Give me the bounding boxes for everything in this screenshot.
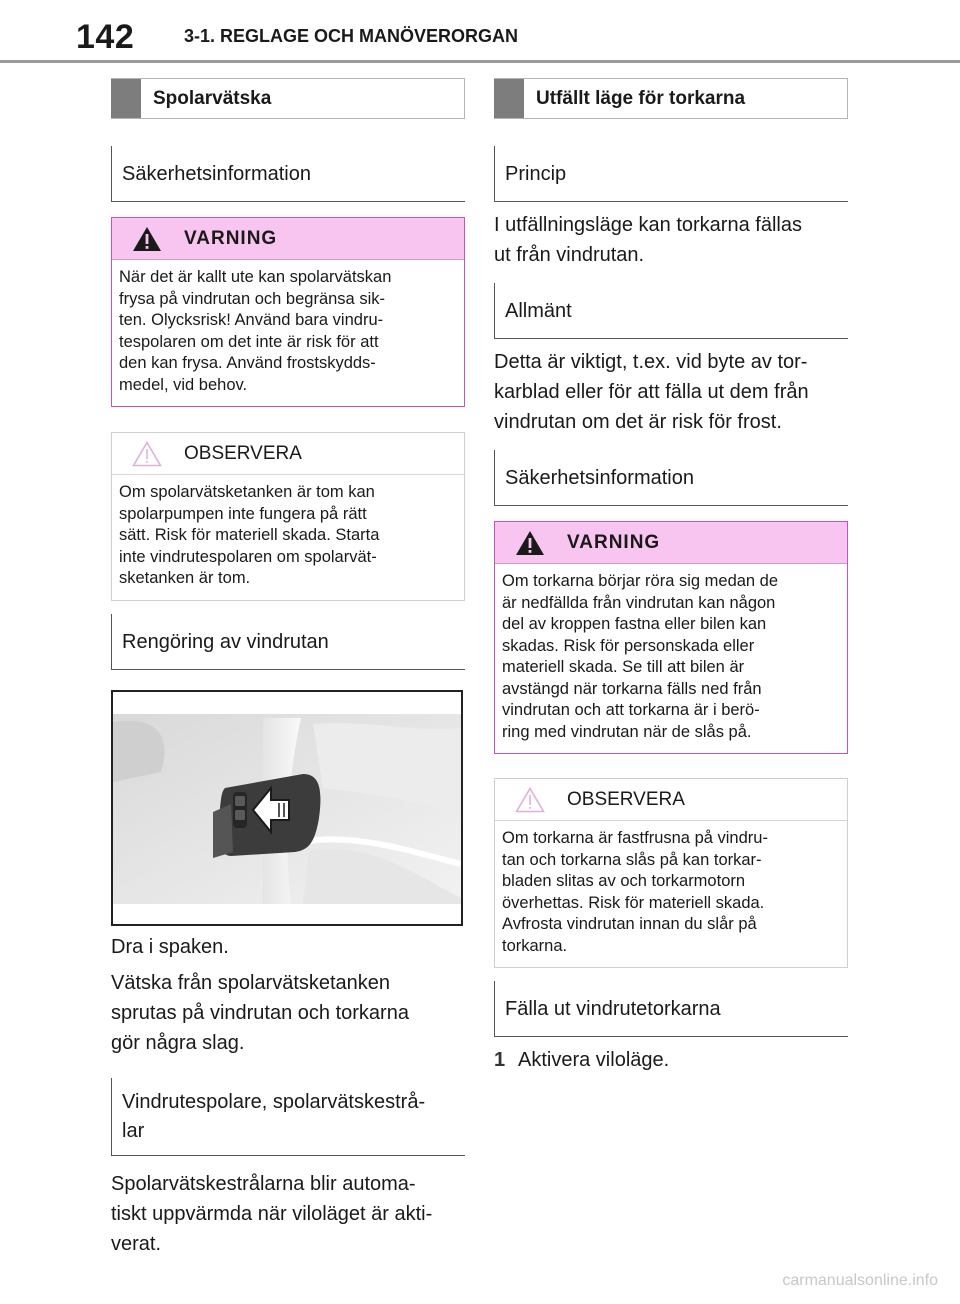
page-header bbox=[0, 0, 960, 62]
text-line: vindrutan om det är risk för frost. bbox=[494, 411, 782, 433]
warning-box bbox=[111, 217, 465, 407]
warning-line: vindrutan och att torkarna är i berö- bbox=[502, 701, 760, 719]
notice-line: sätt. Risk för materiell skada. Starta bbox=[119, 526, 380, 544]
heading-line: lar bbox=[122, 1119, 145, 1142]
warning-line: den kan frysa. Använd frostskydds- bbox=[119, 354, 376, 372]
warning-triangle-icon bbox=[515, 530, 545, 556]
right-column bbox=[494, 78, 848, 1075]
text-line: I utfällningsläge kan torkarna fällas bbox=[494, 214, 802, 236]
page-number: 142 bbox=[76, 18, 135, 56]
notice-title: OBSERVERA bbox=[567, 788, 685, 810]
warning-line: materiell skada. Se till att bilen är bbox=[502, 658, 745, 676]
notice-line: tan och torkarna slås på kan torkar- bbox=[502, 850, 762, 869]
warning-box-header bbox=[112, 218, 464, 259]
notice-line: Om torkarna är fastfrusna på vindru- bbox=[502, 829, 768, 847]
text-line: verat. bbox=[111, 1232, 162, 1255]
notice-line: inte vindrutespolaren om spolarvät- bbox=[119, 547, 377, 566]
paragraph-principle bbox=[494, 210, 848, 270]
step-text: Aktivera viloläge. bbox=[518, 1049, 670, 1071]
warning-body bbox=[495, 563, 847, 753]
notice-line: överhettas. Risk för materiell skada. bbox=[502, 893, 765, 912]
watermark: carmanualsonline.info bbox=[782, 1272, 938, 1289]
warning-line: tespolaren om det inte är risk för att bbox=[119, 332, 379, 351]
section-title: Spolarvätska bbox=[153, 87, 272, 109]
warning-line: ten. Olycksrisk! Använd bara vindru- bbox=[119, 311, 384, 329]
section-bar bbox=[494, 79, 524, 118]
section-title: Utfällt läge för torkarna bbox=[536, 87, 746, 109]
warning-line: ring med vindrutan när de slås på. bbox=[502, 722, 752, 741]
text-line: Detta är viktigt, t.ex. vid byte av tor- bbox=[494, 351, 808, 373]
notice-body bbox=[495, 820, 847, 967]
section-header-foldout bbox=[494, 78, 848, 119]
notice-line: bladen slitas av och torkarmotorn bbox=[502, 872, 746, 890]
notice-body bbox=[112, 474, 464, 600]
subheading-safety: Säkerhetsinformation bbox=[494, 450, 848, 506]
notice-title: OBSERVERA bbox=[184, 442, 302, 464]
step-number: 1 bbox=[494, 1049, 506, 1071]
warning-line: frysa på vindrutan och begränsa sik- bbox=[119, 289, 385, 308]
step-item bbox=[494, 1045, 848, 1075]
caution-triangle-icon bbox=[515, 787, 545, 813]
warning-line: När det är kallt ute kan spolarvätskan bbox=[119, 268, 392, 286]
section-header-washer-fluid bbox=[111, 78, 465, 119]
instruction-pull: Dra i spaken. bbox=[111, 935, 229, 958]
paragraph-jets bbox=[111, 1169, 465, 1259]
heading-line: Vindrutespolare, spolarvätskestrå- bbox=[122, 1090, 426, 1113]
warning-title: VARNING bbox=[184, 227, 278, 249]
header-divider bbox=[0, 60, 960, 63]
warning-title: VARNING bbox=[567, 531, 661, 553]
notice-line: Avfrosta vindrutan innan du slår på bbox=[502, 915, 757, 933]
text-line: sprutas på vindrutan och torkarna bbox=[111, 1001, 409, 1024]
warning-line: avstängd när torkarna fälls ned från bbox=[502, 679, 762, 698]
section-bar bbox=[111, 79, 141, 118]
subheading-cleaning: Rengöring av vindrutan bbox=[111, 614, 465, 670]
subheading-safety: Säkerhetsinformation bbox=[111, 146, 465, 202]
notice-box bbox=[494, 778, 848, 968]
subheading-foldout: Fälla ut vindrutetorkarna bbox=[494, 981, 848, 1037]
chapter-title: 3-1. REGLAGE OCH MANÖVERORGAN bbox=[184, 26, 519, 46]
stalk-illustration bbox=[111, 690, 463, 926]
warning-line: medel, vid behov. bbox=[119, 375, 248, 394]
text-line: Spolarvätskestrålarna blir automa- bbox=[111, 1172, 416, 1195]
warning-box-header bbox=[495, 522, 847, 563]
paragraph-general bbox=[494, 347, 848, 437]
wiper-stalk-image bbox=[113, 692, 461, 924]
notice-box bbox=[111, 432, 465, 601]
subheading-jets bbox=[111, 1078, 465, 1156]
text-line: Vätska från spolarvätsketanken bbox=[111, 971, 391, 994]
paragraph-spray bbox=[111, 968, 465, 1058]
warning-body bbox=[112, 259, 464, 406]
text-line: tiskt uppvärmda när viloläget är akti- bbox=[111, 1202, 433, 1225]
text-line: karblad eller för att fälla ut dem från bbox=[494, 381, 809, 403]
notice-box-header bbox=[495, 779, 847, 820]
notice-box-header bbox=[112, 433, 464, 474]
left-column bbox=[111, 78, 465, 1259]
subheading-principle: Princip bbox=[494, 146, 848, 202]
notice-line: Om spolarvätsketanken är tom kan bbox=[119, 483, 375, 501]
warning-line: är nedfällda från vindrutan kan någon bbox=[502, 593, 776, 612]
warning-box bbox=[494, 521, 848, 754]
text-line: ut från vindrutan. bbox=[494, 244, 645, 266]
warning-line: Om torkarna börjar röra sig medan de bbox=[502, 572, 779, 590]
subheading-general: Allmänt bbox=[494, 283, 848, 339]
caution-triangle-icon bbox=[132, 441, 162, 467]
notice-line: sketanken är tom. bbox=[119, 569, 251, 587]
notice-line: spolarpumpen inte fungera på rätt bbox=[119, 504, 367, 523]
warning-line: del av kroppen fastna eller bilen kan bbox=[502, 615, 767, 633]
text-line: gör några slag. bbox=[111, 1031, 245, 1054]
warning-line: skadas. Risk för personskada eller bbox=[502, 636, 755, 655]
warning-triangle-icon bbox=[132, 226, 162, 252]
notice-line: torkarna. bbox=[502, 936, 568, 955]
